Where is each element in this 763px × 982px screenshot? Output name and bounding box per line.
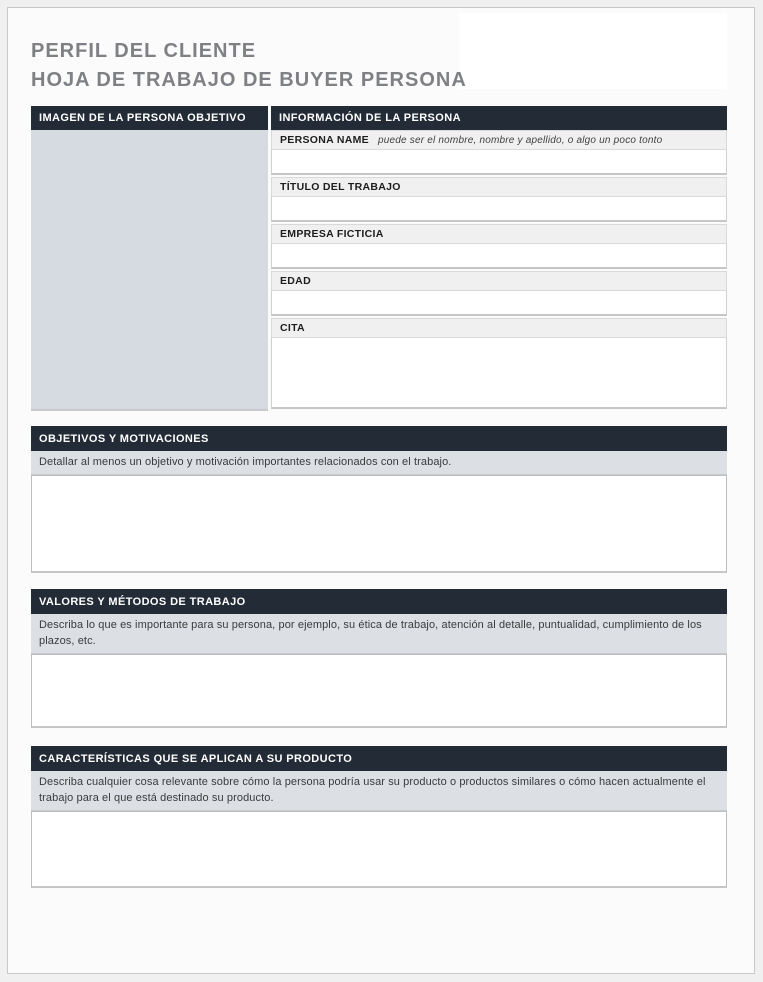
section-objetivos bbox=[31, 426, 727, 573]
persona-name-label bbox=[271, 130, 727, 150]
section-caracteristicas-input[interactable] bbox=[31, 811, 727, 888]
section-valores-input[interactable] bbox=[31, 654, 727, 728]
section-valores bbox=[31, 589, 727, 728]
persona-name-note: puede ser el nombre, nombre y apellido, o algo un poco tonto bbox=[377, 134, 663, 146]
section-caracteristicas bbox=[31, 746, 727, 888]
job-title-label-text: TÍTULO DEL TRABAJO bbox=[280, 181, 401, 193]
company-label-text: EMPRESA FICTICIA bbox=[280, 228, 384, 240]
section-objetivos-input[interactable] bbox=[31, 475, 727, 573]
persona-image-column bbox=[31, 106, 268, 411]
age-label-text: EDAD bbox=[280, 275, 311, 287]
persona-name-input[interactable] bbox=[271, 150, 727, 175]
persona-info-column bbox=[271, 106, 727, 411]
field-row-job-title bbox=[271, 177, 727, 222]
section-objetivos-header: OBJETIVOS Y MOTIVACIONES bbox=[31, 426, 727, 451]
job-title-input[interactable] bbox=[271, 197, 727, 222]
persona-image-placeholder[interactable] bbox=[31, 130, 268, 411]
section-caracteristicas-description: Describa cualquier cosa relevante sobre cómo la persona podría usar su producto o productos similares o cómo hacen actualmente el trabajo para el que está destinado su producto. bbox=[31, 771, 727, 811]
persona-name-label-text: PERSONA NAME bbox=[280, 134, 369, 146]
page-title-line1: PERFIL DEL CLIENTE bbox=[31, 40, 257, 62]
quote-label-text: CITA bbox=[280, 322, 305, 334]
field-row-company bbox=[271, 224, 727, 269]
persona-info-table bbox=[31, 106, 727, 411]
quote-input[interactable] bbox=[271, 338, 727, 409]
age-label bbox=[271, 271, 727, 291]
page-title-line2: HOJA DE TRABAJO DE BUYER PERSONA bbox=[31, 69, 467, 91]
job-title-label bbox=[271, 177, 727, 197]
field-row-age bbox=[271, 271, 727, 316]
document-content bbox=[8, 8, 754, 888]
field-row-persona-name bbox=[271, 130, 727, 175]
field-row-quote bbox=[271, 318, 727, 409]
section-valores-description: Describa lo que es importante para su persona, por ejemplo, su ética de trabajo, atención al detalle, puntualidad, cumplimiento de los plazos, etc. bbox=[31, 614, 727, 654]
age-input[interactable] bbox=[271, 291, 727, 316]
section-objetivos-description: Detallar al menos un objetivo y motivación importantes relacionados con el trabajo. bbox=[31, 451, 727, 475]
section-valores-header: VALORES Y MÉTODOS DE TRABAJO bbox=[31, 589, 727, 614]
company-label bbox=[271, 224, 727, 244]
quote-label bbox=[271, 318, 727, 338]
persona-info-header: INFORMACIÓN DE LA PERSONA bbox=[271, 106, 727, 130]
section-caracteristicas-header: CARACTERÍSTICAS QUE SE APLICAN A SU PRODUCTO bbox=[31, 746, 727, 771]
persona-image-header: IMAGEN DE LA PERSONA OBJETIVO bbox=[31, 106, 268, 130]
company-input[interactable] bbox=[271, 244, 727, 269]
page-title bbox=[31, 37, 727, 95]
document-page bbox=[7, 7, 755, 974]
